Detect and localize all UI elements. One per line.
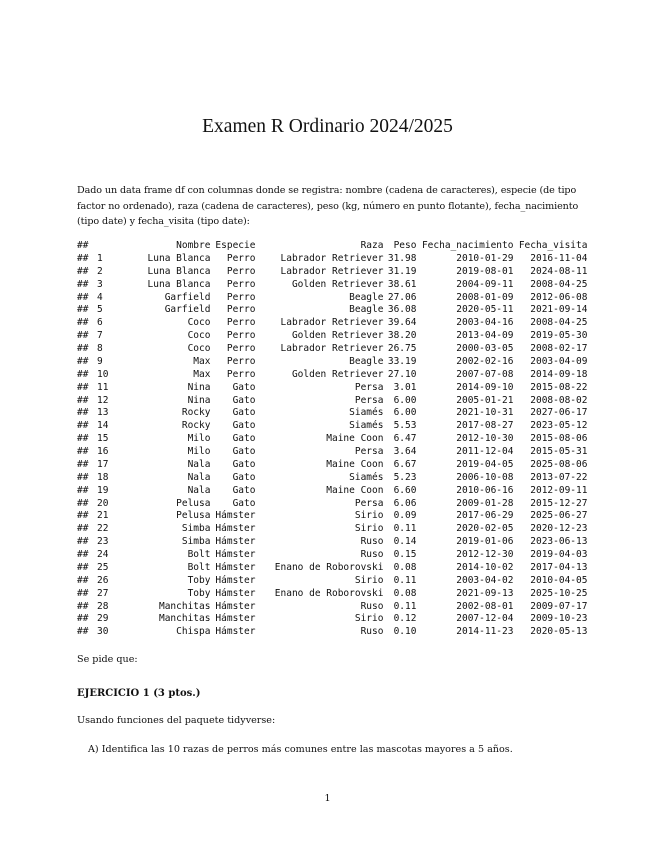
row-prefix: ##	[77, 368, 89, 380]
cell-especie: Perro	[226, 343, 256, 354]
cell-fecha-visita: 2021-09-14	[530, 304, 588, 316]
cell-fecha-visita: 2016-11-04	[530, 252, 588, 264]
row-prefix: ##	[77, 510, 89, 522]
cell-especie: Gato	[232, 484, 256, 496]
cell-raza: Golden Retriever	[291, 368, 384, 380]
cell-nombre: Nina	[187, 394, 211, 406]
cell-fecha-nacimiento: 2014-10-02	[456, 561, 514, 573]
cell-peso: 38.20	[387, 330, 417, 342]
page-title: Examen R Ordinario 2024/2025	[202, 116, 453, 137]
table-row	[77, 266, 587, 279]
cell-peso: 27.06	[387, 291, 417, 303]
cell-fecha-visita: 2015-05-31	[530, 446, 588, 457]
cell-peso: 0.11	[393, 574, 417, 586]
cell-raza: Labrador Retriever	[280, 265, 384, 277]
cell-nombre: Milo	[187, 433, 211, 445]
table-row	[77, 549, 587, 562]
cell-fecha-visita: 2025-08-06	[530, 458, 588, 470]
cell-fecha-visita: 2014-09-18	[530, 368, 588, 380]
table-row	[77, 472, 587, 485]
cell-especie: Hámster	[215, 510, 256, 522]
cell-raza: Labrador Retriever	[280, 343, 384, 354]
cell-fecha-nacimiento: 2007-12-04	[456, 613, 514, 625]
cell-fecha-visita: 2023-05-12	[530, 420, 588, 432]
table-row	[77, 382, 587, 395]
cell-especie: Gato	[232, 407, 256, 419]
row-prefix: ##	[77, 420, 89, 432]
cell-fecha-visita: 2023-06-13	[530, 536, 588, 548]
cell-especie: Perro	[226, 368, 256, 380]
cell-nombre: Coco	[187, 343, 211, 354]
row-prefix: ##	[77, 574, 89, 586]
cell-peso: 36.08	[387, 304, 417, 316]
cell-peso: 0.11	[393, 600, 417, 612]
cell-peso: 6.06	[393, 497, 417, 509]
table-row	[77, 498, 587, 511]
cell-nombre: Coco	[187, 330, 211, 342]
row-prefix: ##	[77, 394, 89, 406]
cell-peso: 39.64	[387, 317, 417, 329]
table-row	[77, 369, 587, 382]
table-row	[77, 317, 587, 330]
cell-raza: Sirio	[354, 613, 384, 625]
row-index: 9	[97, 355, 103, 367]
table-body	[77, 253, 587, 639]
cell-fecha-nacimiento: 2013-04-09	[456, 330, 514, 342]
se-pide-text: Se pide que:	[77, 654, 138, 665]
cell-peso: 6.47	[393, 433, 417, 445]
row-index: 22	[97, 523, 109, 535]
cell-raza: Sirio	[354, 510, 384, 522]
cell-fecha-visita: 2025-06-27	[530, 510, 588, 522]
row-index: 30	[97, 626, 109, 638]
cell-nombre: Bolt	[187, 561, 211, 573]
row-prefix: ##	[77, 343, 89, 354]
table-row	[77, 446, 587, 459]
cell-fecha-nacimiento: 2006-10-08	[456, 471, 514, 483]
cell-raza: Ruso	[360, 536, 384, 548]
row-index: 17	[97, 458, 109, 470]
row-prefix: ##	[77, 587, 89, 599]
cell-raza: Siamés	[349, 420, 384, 432]
cell-nombre: Manchitas	[158, 600, 211, 612]
cell-peso: 0.14	[393, 536, 417, 548]
cell-peso: 6.60	[393, 484, 417, 496]
table-row	[77, 459, 587, 472]
cell-especie: Perro	[226, 291, 256, 303]
cell-raza: Beagle	[349, 291, 384, 303]
table-row	[77, 613, 587, 626]
cell-fecha-nacimiento: 2014-11-23	[456, 626, 514, 638]
table-row	[77, 356, 587, 369]
cell-raza: Beagle	[349, 304, 384, 316]
cell-especie: Hámster	[215, 549, 256, 560]
cell-nombre: Manchitas	[158, 613, 211, 625]
cell-nombre: Max	[193, 355, 211, 367]
row-prefix: ##	[77, 278, 89, 290]
cell-fecha-nacimiento: 2009-01-28	[456, 497, 514, 509]
row-prefix: ##	[77, 381, 89, 393]
cell-nombre: Coco	[187, 317, 211, 329]
cell-fecha-nacimiento: 2003-04-02	[456, 574, 514, 586]
row-index: 29	[97, 613, 109, 625]
cell-fecha-nacimiento: 2021-09-13	[456, 587, 514, 599]
cell-especie: Perro	[226, 317, 256, 329]
cell-especie: Perro	[226, 355, 256, 367]
header-raza: Raza	[360, 240, 384, 251]
cell-peso: 0.10	[393, 626, 417, 638]
cell-especie: Gato	[232, 497, 256, 509]
cell-especie: Gato	[232, 446, 256, 457]
row-index: 28	[97, 600, 109, 612]
data-frame-table	[77, 240, 587, 639]
row-prefix: ##	[77, 484, 89, 496]
cell-fecha-nacimiento: 2017-08-27	[456, 420, 514, 432]
row-index: 26	[97, 574, 109, 586]
table-row	[77, 523, 587, 536]
cell-raza: Ruso	[360, 549, 384, 560]
cell-nombre: Luna Blanca	[147, 278, 211, 290]
row-prefix: ##	[77, 458, 89, 470]
cell-especie: Gato	[232, 394, 256, 406]
cell-nombre: Luna Blanca	[147, 265, 211, 277]
row-prefix: ##	[77, 561, 89, 573]
cell-peso: 0.11	[393, 523, 417, 535]
cell-raza: Enano de Roborovski	[274, 561, 384, 573]
table-row	[77, 330, 587, 343]
table-row	[77, 420, 587, 433]
row-prefix: ##	[77, 330, 89, 342]
cell-especie: Perro	[226, 304, 256, 316]
row-prefix: ##	[77, 407, 89, 419]
cell-fecha-visita: 2027-06-17	[530, 407, 588, 419]
cell-nombre: Rocky	[181, 407, 211, 419]
cell-fecha-nacimiento: 2004-09-11	[456, 278, 514, 290]
cell-fecha-visita: 2015-12-27	[530, 497, 588, 509]
row-index: 23	[97, 536, 109, 548]
cell-peso: 3.64	[393, 446, 417, 457]
row-index: 12	[97, 394, 109, 406]
row-prefix: ##	[77, 536, 89, 548]
cell-fecha-visita: 2025-10-25	[530, 587, 588, 599]
cell-nombre: Milo	[187, 446, 211, 457]
cell-peso: 27.10	[387, 368, 417, 380]
row-prefix: ##	[77, 446, 89, 457]
row-index: 5	[97, 304, 103, 316]
cell-raza: Maine Coon	[326, 484, 384, 496]
cell-raza: Labrador Retriever	[280, 317, 384, 329]
cell-nombre: Nala	[187, 484, 211, 496]
cell-peso: 0.15	[393, 549, 417, 560]
cell-peso: 31.98	[387, 252, 417, 264]
cell-especie: Hámster	[215, 613, 256, 625]
cell-peso: 6.00	[393, 394, 417, 406]
table-row	[77, 536, 587, 549]
row-index: 10	[97, 368, 109, 380]
table-row	[77, 562, 587, 575]
table-row	[77, 575, 587, 588]
cell-fecha-nacimiento: 2020-02-05	[456, 523, 514, 535]
cell-especie: Perro	[226, 265, 256, 277]
cell-fecha-nacimiento: 2011-12-04	[456, 446, 514, 457]
cell-peso: 5.53	[393, 420, 417, 432]
cell-raza: Maine Coon	[326, 458, 384, 470]
cell-nombre: Garfield	[164, 304, 211, 316]
row-index: 16	[97, 446, 109, 457]
cell-nombre: Nala	[187, 471, 211, 483]
cell-raza: Siamés	[349, 471, 384, 483]
cell-fecha-nacimiento: 2002-08-01	[456, 600, 514, 612]
row-prefix: ##	[77, 523, 89, 535]
cell-fecha-nacimiento: 2007-07-08	[456, 368, 514, 380]
cell-fecha-visita: 2008-08-02	[530, 394, 588, 406]
cell-especie: Gato	[232, 381, 256, 393]
cell-nombre: Rocky	[181, 420, 211, 432]
cell-nombre: Nala	[187, 458, 211, 470]
exercise-1-intro: Usando funciones del paquete tidyverse:	[77, 715, 276, 726]
table-row	[77, 510, 587, 523]
cell-raza: Persa	[354, 394, 384, 406]
cell-fecha-nacimiento: 2010-06-16	[456, 484, 514, 496]
row-prefix: ##	[77, 600, 89, 612]
cell-especie: Gato	[232, 420, 256, 432]
exercise-1-item-a: A) Identifica las 10 razas de perros más comunes entre las mascotas mayores a 5 años.	[88, 744, 513, 755]
cell-fecha-visita: 2017-04-13	[530, 561, 588, 573]
row-index: 2	[97, 265, 103, 277]
row-index: 4	[97, 291, 103, 303]
row-index: 21	[97, 510, 109, 522]
row-index: 13	[97, 407, 109, 419]
cell-fecha-nacimiento: 2019-08-01	[456, 265, 514, 277]
cell-fecha-visita: 2012-06-08	[530, 291, 588, 303]
cell-nombre: Chispa	[176, 626, 211, 638]
cell-fecha-visita: 2015-08-22	[530, 381, 588, 393]
cell-especie: Perro	[226, 330, 256, 342]
cell-raza: Sirio	[354, 523, 384, 535]
cell-especie: Gato	[232, 458, 256, 470]
table-row	[77, 304, 587, 317]
row-prefix: ##	[77, 317, 89, 329]
cell-especie: Hámster	[215, 587, 256, 599]
cell-fecha-nacimiento: 2012-10-30	[456, 433, 514, 445]
cell-peso: 31.19	[387, 265, 417, 277]
header-especie: Especie	[215, 240, 256, 251]
cell-raza: Persa	[354, 497, 384, 509]
cell-fecha-nacimiento: 2005-01-21	[456, 394, 514, 406]
row-prefix: ##	[77, 355, 89, 367]
cell-fecha-nacimiento: 2000-03-05	[456, 343, 514, 354]
cell-raza: Maine Coon	[326, 433, 384, 445]
cell-fecha-visita: 2012-09-11	[530, 484, 588, 496]
cell-fecha-visita: 2008-02-17	[530, 343, 588, 354]
cell-nombre: Luna Blanca	[147, 252, 211, 264]
cell-peso: 33.19	[387, 355, 417, 367]
cell-raza: Sirio	[354, 574, 384, 586]
row-prefix: ##	[77, 433, 89, 445]
cell-nombre: Toby	[187, 574, 211, 586]
table-row	[77, 485, 587, 498]
cell-peso: 0.08	[393, 587, 417, 599]
intro-paragraph: Dado un data frame df con columnas donde se registra: nombre (cadena de caracteres), especie (de tipo factor no ordenado), raza (cadena de caracteres), peso (kg, número en punto flotante), fecha_nacimiento (tipo date) y fecha_visita (tipo date):	[77, 185, 579, 227]
cell-fecha-visita: 2020-12-23	[530, 523, 588, 535]
cell-especie: Hámster	[215, 626, 256, 638]
row-prefix: ##	[77, 497, 89, 509]
cell-fecha-nacimiento: 2014-09-10	[456, 381, 514, 393]
cell-fecha-visita: 2003-04-09	[530, 355, 588, 367]
cell-especie: Hámster	[215, 561, 256, 573]
cell-fecha-visita: 2009-10-23	[530, 613, 588, 625]
cell-fecha-nacimiento: 2019-04-05	[456, 458, 514, 470]
cell-fecha-nacimiento: 2019-01-06	[456, 536, 514, 548]
cell-especie: Hámster	[215, 536, 256, 548]
table-row	[77, 588, 587, 601]
cell-raza: Golden Retriever	[291, 330, 384, 342]
cell-fecha-visita: 2008-04-25	[530, 278, 588, 290]
table-row	[77, 407, 587, 420]
cell-fecha-nacimiento: 2002-02-16	[456, 355, 514, 367]
cell-raza: Persa	[354, 381, 384, 393]
cell-peso: 6.67	[393, 458, 417, 470]
row-prefix: ##	[77, 252, 89, 264]
cell-especie: Hámster	[215, 600, 256, 612]
cell-especie: Hámster	[215, 523, 256, 535]
cell-raza: Labrador Retriever	[280, 252, 384, 264]
row-index: 11	[97, 381, 109, 393]
cell-raza: Persa	[354, 446, 384, 457]
cell-raza: Beagle	[349, 355, 384, 367]
cell-raza: Golden Retriever	[291, 278, 384, 290]
table-row	[77, 395, 587, 408]
table-row	[77, 601, 587, 614]
cell-fecha-visita: 2024-08-11	[530, 265, 588, 277]
table-row	[77, 343, 587, 356]
row-prefix: ##	[77, 304, 89, 316]
cell-peso: 6.00	[393, 407, 417, 419]
page-number: 1	[324, 793, 331, 804]
cell-especie: Gato	[232, 471, 256, 483]
cell-nombre: Pelusa	[176, 510, 211, 522]
cell-fecha-visita: 2020-05-13	[530, 626, 588, 638]
table-row	[77, 626, 587, 639]
cell-fecha-nacimiento: 2008-01-09	[456, 291, 514, 303]
cell-nombre: Max	[193, 368, 211, 380]
cell-raza: Ruso	[360, 600, 384, 612]
cell-peso: 3.01	[393, 381, 417, 393]
cell-peso: 5.23	[393, 471, 417, 483]
table-row	[77, 253, 587, 266]
row-index: 6	[97, 317, 103, 329]
header-index	[97, 240, 108, 253]
cell-nombre: Bolt	[187, 549, 211, 560]
cell-nombre: Toby	[187, 587, 211, 599]
row-prefix: ##	[77, 626, 89, 638]
cell-fecha-visita: 2010-04-05	[530, 574, 588, 586]
cell-fecha-visita: 2019-04-03	[530, 549, 588, 560]
cell-fecha-nacimiento: 2021-10-31	[456, 407, 514, 419]
cell-fecha-visita: 2013-07-22	[530, 471, 588, 483]
table-row	[77, 292, 587, 305]
row-index: 18	[97, 471, 109, 483]
cell-peso: 38.61	[387, 278, 417, 290]
cell-peso: 0.08	[393, 561, 417, 573]
row-prefix: ##	[77, 549, 89, 560]
cell-fecha-visita: 2008-04-25	[530, 317, 588, 329]
row-prefix: ##	[77, 265, 89, 277]
cell-fecha-visita: 2015-08-06	[530, 433, 588, 445]
row-prefix: ##	[77, 291, 89, 303]
row-prefix: ##	[77, 613, 89, 625]
table-row	[77, 433, 587, 446]
cell-nombre: Pelusa	[176, 497, 211, 509]
row-prefix: ##	[77, 471, 89, 483]
cell-nombre: Nina	[187, 381, 211, 393]
cell-peso: 0.09	[393, 510, 417, 522]
cell-fecha-visita: 2019-05-30	[530, 330, 588, 342]
table-header-row	[77, 240, 587, 253]
cell-especie: Perro	[226, 278, 256, 290]
row-index: 7	[97, 330, 103, 342]
exercise-1-title: EJERCICIO 1 (3 ptos.)	[77, 688, 201, 699]
cell-nombre: Garfield	[164, 291, 211, 303]
row-index: 19	[97, 484, 109, 496]
row-index: 20	[97, 497, 109, 509]
row-index: 14	[97, 420, 109, 432]
header-fecha-visita: Fecha_visita	[518, 240, 588, 251]
row-index: 15	[97, 433, 109, 445]
cell-fecha-nacimiento: 2020-05-11	[456, 304, 514, 316]
row-prefix: ##	[77, 240, 89, 251]
row-index: 27	[97, 587, 109, 599]
cell-fecha-nacimiento: 2010-01-29	[456, 252, 514, 264]
header-peso: Peso	[393, 240, 417, 251]
cell-nombre: Simba	[181, 523, 211, 535]
cell-raza: Enano de Roborovski	[274, 587, 384, 599]
cell-especie: Gato	[232, 433, 256, 445]
cell-fecha-nacimiento: 2012-12-30	[456, 549, 514, 560]
cell-fecha-nacimiento: 2017-06-29	[456, 510, 514, 522]
cell-nombre: Simba	[181, 536, 211, 548]
cell-especie: Perro	[226, 252, 256, 264]
row-index: 8	[97, 343, 103, 354]
cell-peso: 0.12	[393, 613, 417, 625]
cell-fecha-nacimiento: 2003-04-16	[456, 317, 514, 329]
cell-raza: Siamés	[349, 407, 384, 419]
row-index: 3	[97, 278, 103, 290]
row-index: 24	[97, 549, 109, 560]
row-index: 1	[97, 252, 103, 264]
row-index: 25	[97, 561, 109, 573]
table-row	[77, 279, 587, 292]
cell-raza: Ruso	[360, 626, 384, 638]
header-nombre: Nombre	[176, 240, 211, 251]
cell-fecha-visita: 2009-07-17	[530, 600, 588, 612]
cell-especie: Hámster	[215, 574, 256, 586]
header-fecha-nacimiento: Fecha_nacimiento	[421, 240, 514, 251]
cell-peso: 26.75	[387, 343, 417, 354]
